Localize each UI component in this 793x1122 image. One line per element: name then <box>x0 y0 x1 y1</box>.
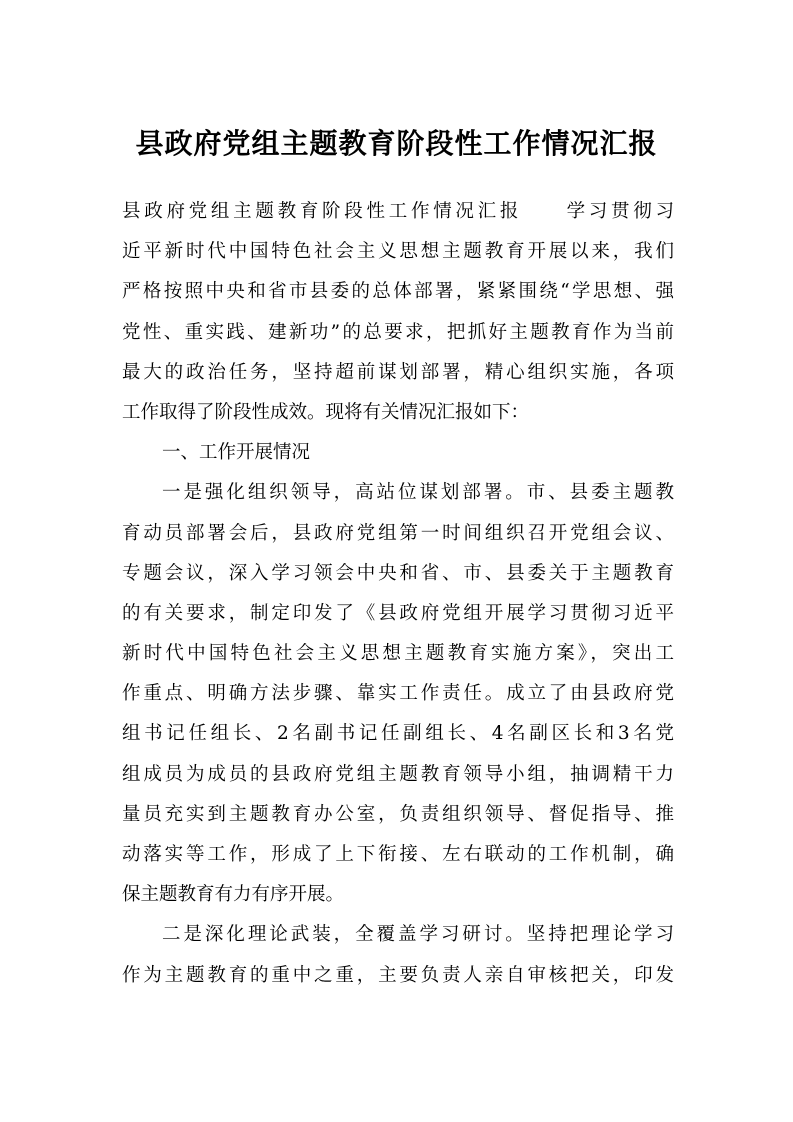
body-line-13: 作重点、明确方法步骤、靠实工作责任。成立了由县政府党 <box>122 683 674 705</box>
body-line-12: 新时代中国特色社会主义思想主题教育实施方案》，突出工 <box>122 643 674 665</box>
body-line-1: 县政府党组主题教育阶段性工作情况汇报 学习贯彻习 <box>122 201 674 222</box>
body-line-15: 组成员为成员的县政府党组主题教育领导小组，抽调精干力 <box>122 763 674 785</box>
body-line-2: 近平新时代中国特色社会主义思想主题教育开展以来，我们 <box>122 241 674 263</box>
body-line-19: 二是深化理论武装，全覆盖学习研讨。坚持把理论学习 <box>162 924 674 946</box>
body-line-14: 组书记任组长、2名副书记任副组长、4名副区长和3名党 <box>122 723 674 745</box>
body-line-10: 专题会议，深入学习领会中央和省、市、县委关于主题教育 <box>122 562 674 584</box>
body-line-5: 最大的政治任务，坚持超前谋划部署，精心组织实施，各项 <box>122 361 674 383</box>
body-line-4: 党性、重实践、建新功”的总要求，把抓好主题教育作为当前 <box>122 321 674 343</box>
body-line-6: 工作取得了阶段性成效。现将有关情况汇报如下： <box>122 401 530 423</box>
body-line-8: 一是强化组织领导，高站位谋划部署。市、县委主题教 <box>162 482 674 504</box>
body-line-16: 量员充实到主题教育办公室，负责组织领导、督促指导、推 <box>122 803 674 825</box>
section-heading-1: 一、工作开展情况 <box>162 442 311 464</box>
document-body <box>122 192 674 996</box>
body-line-17: 动落实等工作，形成了上下衔接、左右联动的工作机制，确 <box>122 844 674 865</box>
document-title: 县政府党组主题教育阶段性工作情况汇报 <box>135 127 658 160</box>
body-line-9: 育动员部署会后，县政府党组第一时间组织召开党组会议、 <box>122 522 674 544</box>
body-line-3: 严格按照中央和省市县委的总体部署，紧紧围绕“学思想、强 <box>122 281 674 303</box>
body-line-18: 保主题教育有力有序开展。 <box>122 884 345 906</box>
body-line-11: 的有关要求，制定印发了《县政府党组开展学习贯彻习近平 <box>122 602 674 624</box>
body-line-20: 作为主题教育的重中之重，主要负责人亲自审核把关，印发 <box>122 964 674 986</box>
